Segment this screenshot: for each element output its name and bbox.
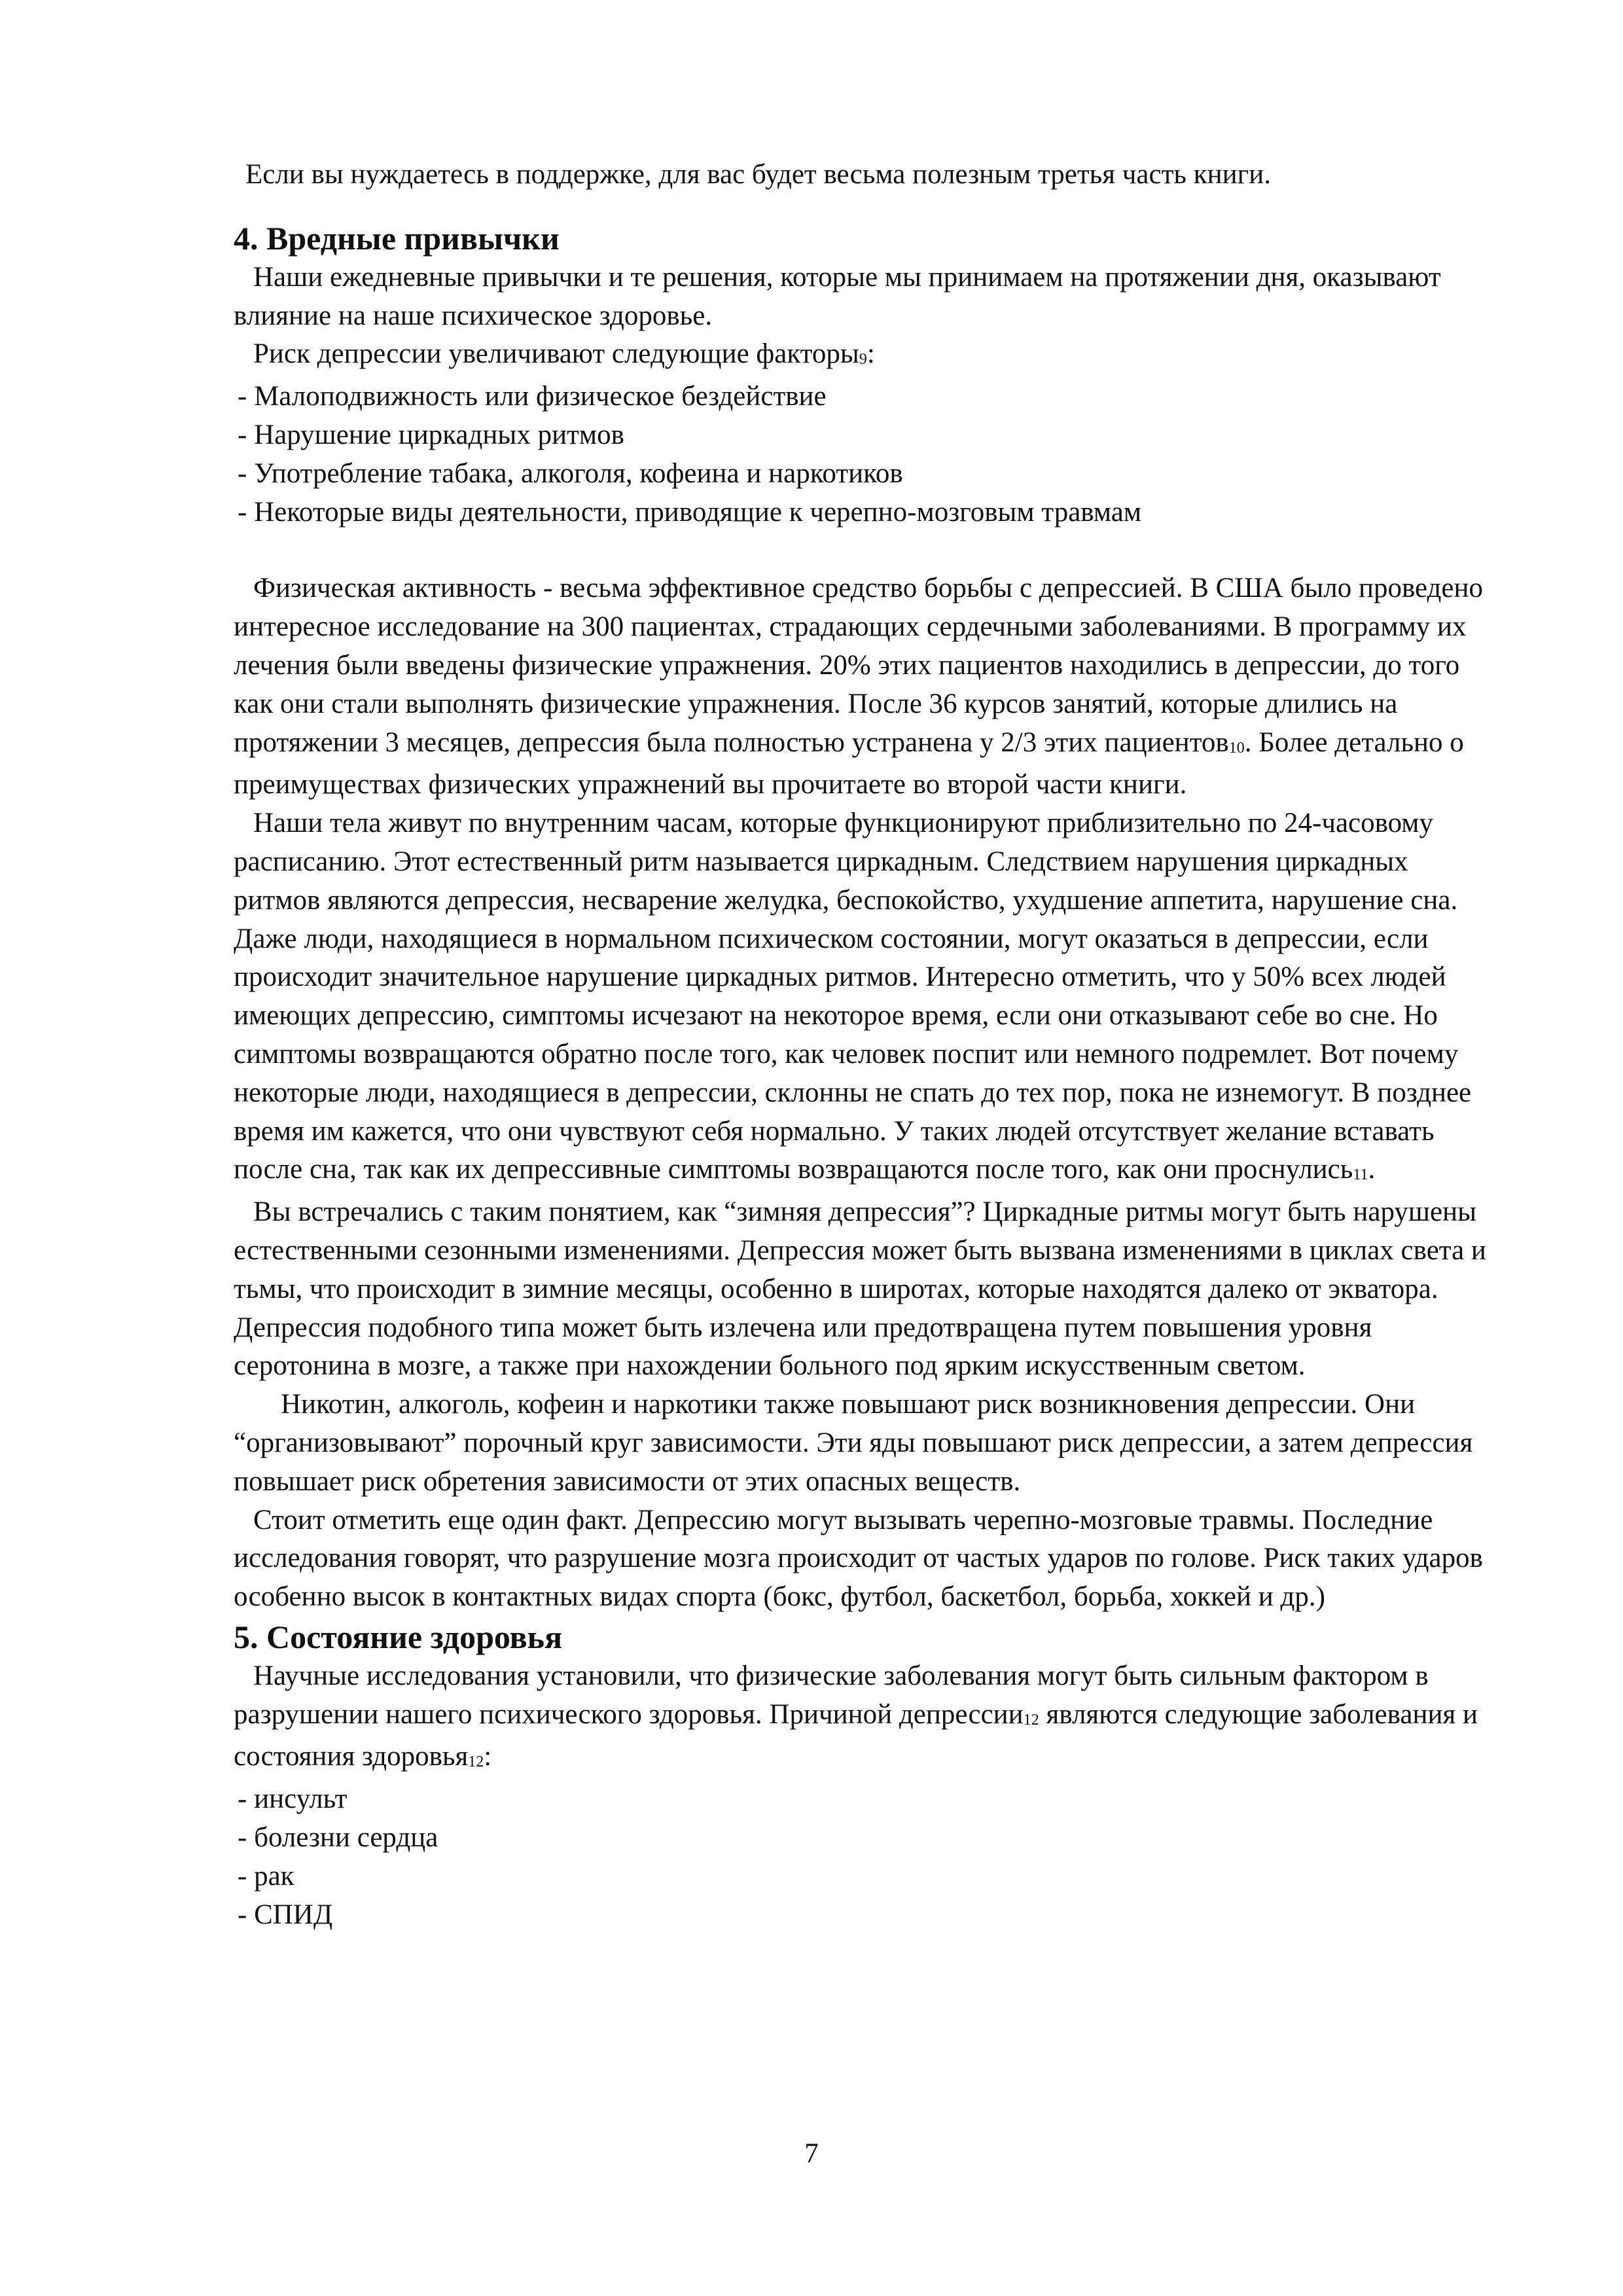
physical-activity-text-end: . Более детально о преимуществах физических упражнений вы прочитаете во второй части книги. xyxy=(234,726,1464,800)
brain-trauma-paragraph: Стоит отметить еще один факт. Депрессию могут вызывать черепно-мозговые травмы. Последние исследования говорят, что разрушение мозга происходит от частых ударов по голове. Риск таких ударов особенно высок в контактных видах спорта (бокс, футбол, баскетбол, борьба, хоккей и др.) xyxy=(234,1504,1483,1613)
section-5-text: Научные исследования установили, что физические заболевания могут быть сильным фактором в разрушении нашего психического здоровья. Причиной депрессии xyxy=(234,1660,1429,1730)
section-4-heading: 4. Вредные привычки xyxy=(234,219,560,257)
nicotine-paragraph: Никотин, алкоголь, кофеин и наркотики также повышают риск возникновения депрессии. Они “организовывают” порочный круг зависимости. Эти яды повышают риск депрессии, а затем депрессия повышает риск обретения зависимости от этих опасных веществ. xyxy=(234,1389,1473,1497)
list-item: - СПИД xyxy=(238,1899,333,1930)
document-page xyxy=(234,156,1500,1934)
section-5-text-mid: являются следующие заболевания и состояния здоровья xyxy=(234,1698,1478,1772)
risk-factors-intro xyxy=(234,335,1500,378)
footnote-ref-11: 11 xyxy=(1353,1166,1368,1184)
page-number: 7 xyxy=(804,2138,819,2169)
list-item: - рак xyxy=(238,1860,294,1892)
section-5-text-colon: : xyxy=(484,1741,492,1772)
list-item: - Малоподвижность или физическое бездействие xyxy=(238,381,827,412)
list-item: - Употребление табака, алкоголя, кофеина и наркотиков xyxy=(238,457,903,489)
paragraph-gap xyxy=(234,531,1500,569)
circadian-text: Наши тела живут по внутренним часам, которые функционируют приблизительно по 24-часовому расписанию. Этот естественный ритм называется циркадным. Следствием нарушения циркадных ритмов являются депрессия, несварение желудка, беспокойство, ухудшение аппетита, нарушение сна. Даже люди, находящиеся в нормальном психическом состоянии, могут оказаться в депрессии, если происходит значительное нарушение циркадных ритмов. Интересно отметить, что у 50% всех людей имеющих депрессию, симптомы исчезают на некоторое время, если они отказывают себе во сне. Но симптомы возвращаются обратно после того, как человек поспит или немного подремлет. Вот почему некоторые люди, находящиеся в депрессии, склонны не спать до тех пор, пока не изнемогут. В позднее время им кажется, что они чувствуют себя нормально. У таких людей отсутствует желание вставать после сна, так как их депрессивные симптомы возвращаются после того, как они проснулись xyxy=(234,808,1472,1185)
list-item: - Некоторые виды деятельности, приводящие к черепно-мозговым травмам xyxy=(238,496,1142,528)
risk-factors-intro-colon: : xyxy=(866,338,875,370)
risk-factors-intro-text: Риск депрессии увеличивают следующие факторы xyxy=(253,338,859,370)
physical-activity-paragraph xyxy=(234,569,1500,804)
winter-depression-paragraph: Вы встречались с таким понятием, как “зимняя депрессия”? Циркадные ритмы могут быть нарушены естественными сезонными изменениями. Депрессия может быть вызвана изменениями в циклах света и тьмы, что происходит в зимние месяцы, особенно в широтах, которые находятся далеко от экватора. Депрессия подобного типа может быть излечена или предотвращена путем повышения уровня серотонина в мозге, а также при нахождении больного под ярким искусственным светом. xyxy=(234,1196,1486,1382)
intro-paragraph: Если вы нуждаетесь в поддержке, для вас будет весьма полезным третья часть книги. xyxy=(245,159,1272,190)
list-item: - Нарушение циркадных ритмов xyxy=(238,419,624,450)
footnote-ref-10: 10 xyxy=(1228,739,1245,757)
circadian-paragraph xyxy=(234,804,1500,1193)
list-item: - болезни сердца xyxy=(238,1822,438,1854)
physical-activity-text: Физическая активность - весьма эффективное средство борьбы с депрессией. В США было проведено интересное исследование на 300 пациентах, страдающих сердечными заболеваниями. В программу их лечения были введены физические упражнения. 20% этих пациентов находились в депрессии, до того как они стали выполнять физические упражнения. После 36 курсов занятий, которые длились на протяжении 3 месяцев, депрессия была полностью устранена у 2/3 этих пациентов xyxy=(234,573,1484,758)
section-5-heading: 5. Состояние здоровья xyxy=(234,1618,563,1655)
footnote-ref-9: 9 xyxy=(859,351,867,368)
list-item: - инсульт xyxy=(238,1784,348,1815)
risk-factors-list xyxy=(234,378,1500,531)
section-5-paragraph xyxy=(234,1657,1500,1780)
conditions-list xyxy=(234,1780,1500,1934)
footnote-ref-12: 12 xyxy=(468,1753,484,1771)
footnote-ref-12: 12 xyxy=(1023,1711,1039,1729)
circadian-text-end: . xyxy=(1368,1154,1376,1185)
section-4-paragraph-habits: Наши ежедневные привычки и те решения, которые мы принимаем на протяжении дня, оказывают влияние на наше психическое здоровье. xyxy=(234,261,1441,331)
